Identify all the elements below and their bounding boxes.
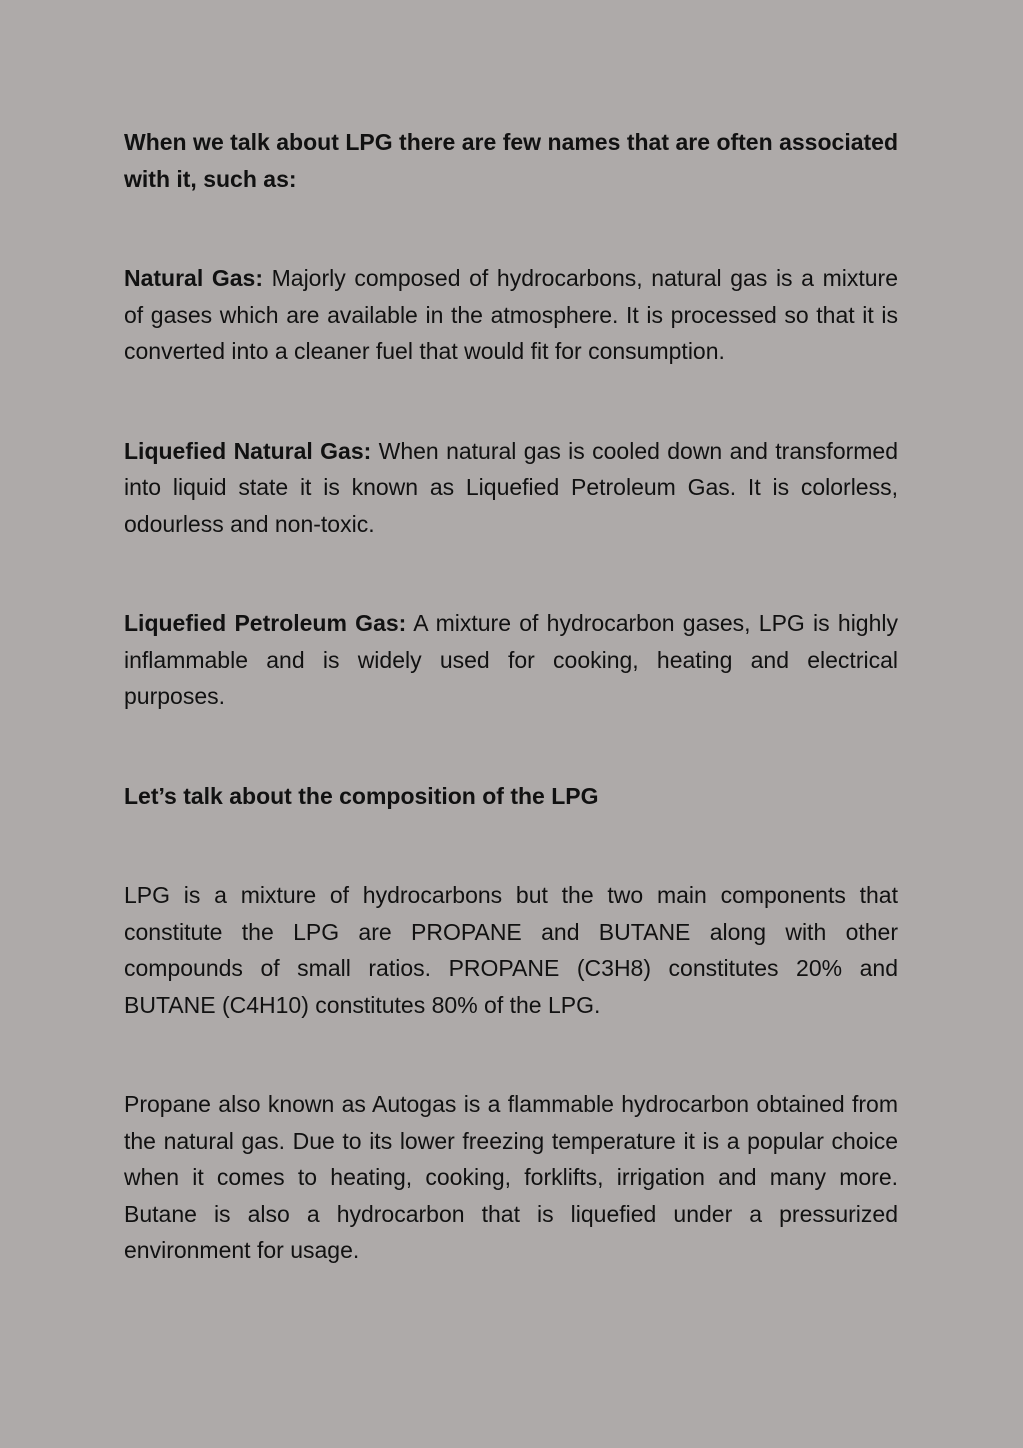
lng-term: Liquefied Natural Gas: [124,437,372,464]
intro-paragraph: When we talk about LPG there are few names that are often associated with it, such as: [124,129,898,192]
lpg-term: Liquefied Petroleum Gas: [124,610,407,636]
composition-heading: Let’s talk about the composition of the LPG [124,782,599,809]
natural-gas-paragraph [124,260,898,370]
lpg-definition: A mixture of hydrocarbon gases, LPG is highly inflammable and is widely used for cooking, heating and electrical purposes. [124,610,898,709]
natural-gas-term: Natural Gas: [124,265,263,291]
natural-gas-definition: Majorly composed of hydrocarbons, natural gas is a mixture of gases which are available in the atmosphere. It is processed so that it is converted into a cleaner fuel that would fit for consumption. [124,265,898,364]
lng-definition: When natural gas is cooled down and transformed into liquid state it is known as Liquefied Petroleum Gas. It is colorless, odourless and non-toxic. [124,437,899,537]
lng-paragraph [124,433,898,543]
lpg-paragraph [124,605,898,715]
composition-paragraph: LPG is a mixture of hydrocarbons but the two main components that constitute the LPG are PROPANE and BUTANE along with other compounds of small ratios. PROPANE (C3H8) constitutes 20% and BUTANE (C4H10) constitutes 80% of the LPG. [124,882,898,1018]
propane-paragraph: Propane also known as Autogas is a flammable hydrocarbon obtained from the natural gas. Due to its lower freezing temperature it is a popular choice when it comes to heating, cooking, forklifts, irrigation and many more. Butane is also a hydrocarbon that is liquefied under a pressurized environment for usage. [124,1091,898,1263]
